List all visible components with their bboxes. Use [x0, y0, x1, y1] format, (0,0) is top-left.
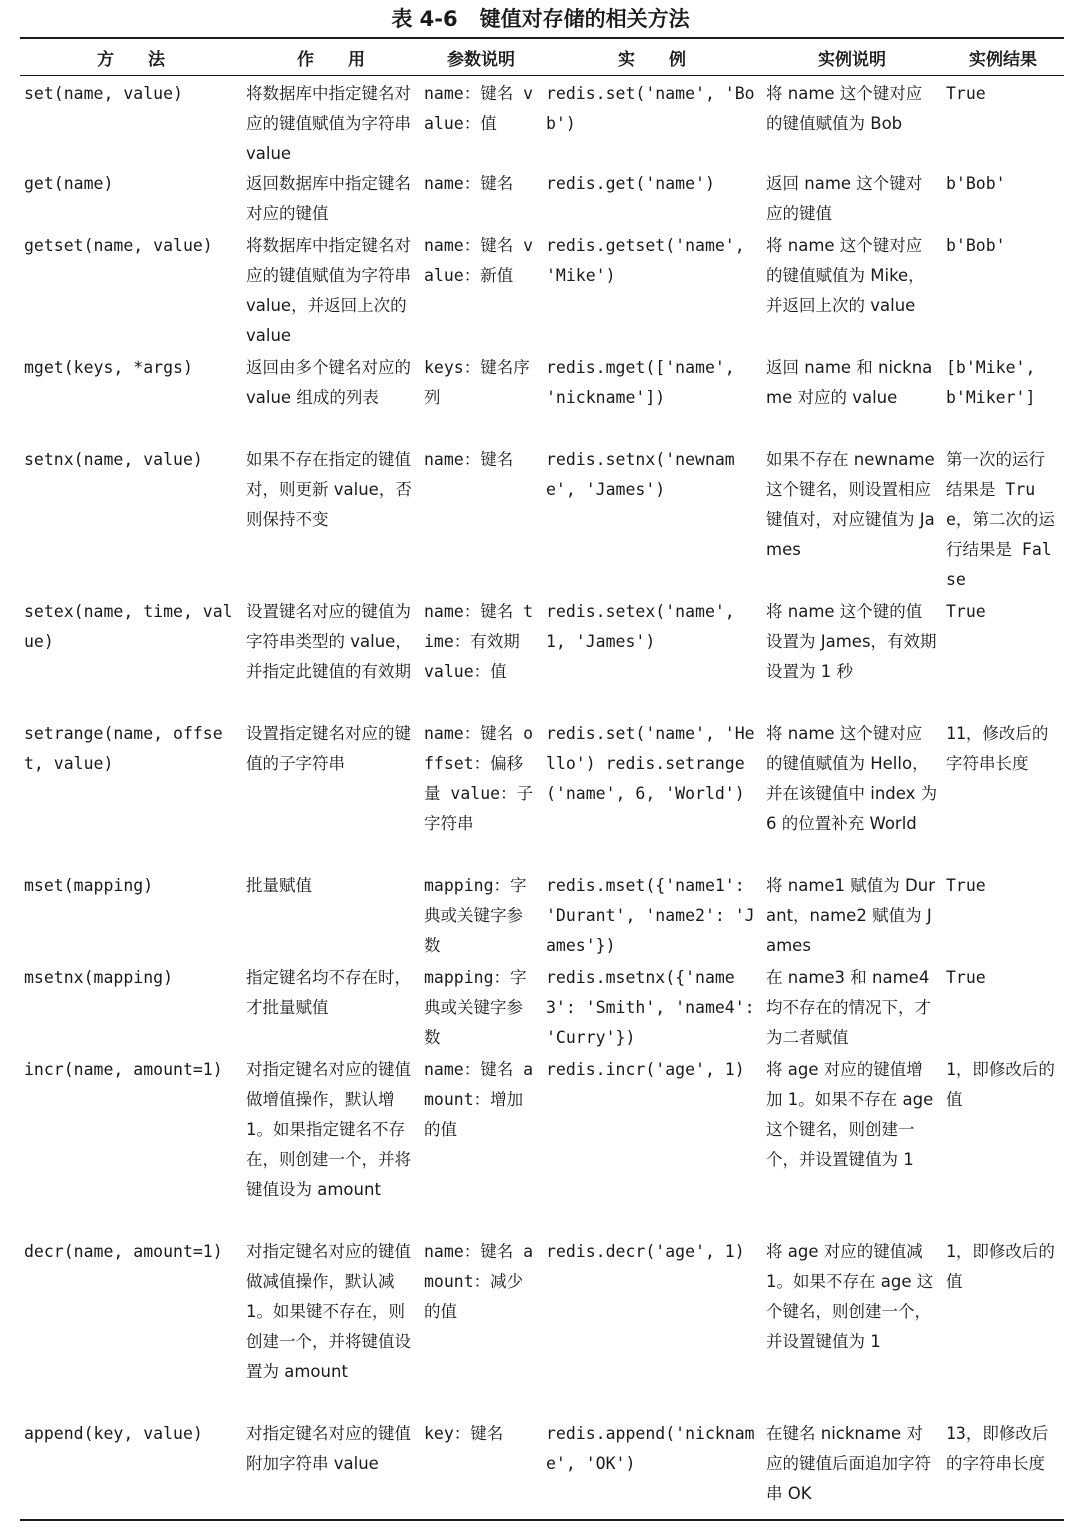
purpose-cell: 将数据库中指定键名对应的键值赋值为字符串 value	[246, 84, 411, 163]
result-cell: b'Bob'	[946, 236, 1006, 255]
method-cell: set(name, value)	[24, 84, 183, 103]
method-cell: incr(name, amount=1)	[24, 1060, 223, 1079]
example-desc-cell: 在 name3 和 name4 均不存在的情况下，才为二者赋值	[766, 968, 931, 1047]
params-cell: name：键名 value：新值	[424, 236, 534, 285]
example-cell: redis.getset('name', 'Mike')	[546, 236, 745, 285]
params-cell: name：键名 amount：增加的值	[424, 1060, 534, 1139]
purpose-cell: 指定键名均不存在时，才批量赋值	[246, 968, 411, 1017]
example-desc-cell: 将 name 这个键的值设置为 James，有效期设置为 1 秒	[766, 602, 937, 681]
methods-table	[20, 40, 1064, 1511]
example-desc-cell: 将 name 这个键对应的键值赋值为 Hello，并在该键值中 index 为 6 的位置补充 World	[766, 724, 938, 833]
result-cell: 1，即修改后的值	[946, 1060, 1055, 1109]
purpose-cell: 批量赋值	[246, 876, 312, 895]
example-cell: redis.set('name', 'Hello') redis.setrange ('name', 6, 'World')	[546, 724, 755, 803]
purpose-cell: 设置键名对应的键值为字符串类型的 value，并指定此键值的有效期	[246, 602, 412, 681]
purpose-cell: 如果不存在指定的键值对，则更新 value，否则保持不变	[246, 450, 412, 529]
example-cell: redis.append('nickname', 'OK')	[546, 1424, 755, 1473]
params-cell: mapping：字典或关键字参数	[424, 876, 527, 955]
example-cell: redis.decr('age', 1)	[546, 1242, 745, 1261]
header-example: 实 例	[618, 50, 686, 70]
purpose-cell: 设置指定键名对应的键值的子字符串	[246, 724, 411, 773]
example-desc-cell: 将 name 这个键对应的键值赋值为 Mike，并返回上次的 value	[766, 236, 925, 315]
example-cell: redis.setnx('newname', 'James')	[546, 450, 735, 499]
example-desc-cell: 如果不存在 newname 这个键名，则设置相应键值对，对应键值为 James	[766, 450, 935, 559]
header-method: 方 法	[97, 50, 165, 70]
method-cell: getset(name, value)	[24, 236, 213, 255]
result-cell: 13，即修改后的字符串长度	[946, 1424, 1049, 1473]
result-cell: True	[946, 968, 986, 987]
bottom-rule	[20, 1519, 1064, 1521]
method-cell: setex(name, time, value)	[24, 602, 233, 651]
method-cell: get(name)	[24, 174, 114, 193]
header-params: 参数说明	[447, 50, 515, 70]
result-cell: True	[946, 602, 986, 621]
result-cell: 1，即修改后的值	[946, 1242, 1055, 1291]
table-title: 键值对存储的相关方法	[479, 7, 690, 31]
example-cell: redis.incr('age', 1)	[546, 1060, 745, 1079]
example-cell: redis.msetnx({'name3': 'Smith', 'name4': 'Curry'})	[546, 968, 755, 1047]
table-row	[20, 1419, 1064, 1511]
params-cell: name：键名 offset：偏移量 value：子字符串	[424, 724, 534, 833]
result-cell: True	[946, 84, 986, 103]
purpose-cell: 对指定键名对应的键值做增值操作，默认增 1。如果指定键名不存在，则创建一个，并将键值设为 amount	[246, 1060, 411, 1199]
header-example-desc: 实例说明	[818, 50, 886, 70]
example-cell: redis.get('name')	[546, 174, 715, 193]
table-row	[20, 719, 1064, 871]
params-cell: keys：键名序列	[424, 358, 530, 407]
header-purpose: 作 用	[297, 50, 365, 70]
params-cell: name：键名	[424, 174, 514, 193]
purpose-cell: 将数据库中指定键名对应的键值赋值为字符串 value，并返回上次的 value	[246, 236, 411, 345]
example-desc-cell: 返回 name 和 nickname 对应的 value	[766, 358, 933, 407]
table-row	[20, 75, 1064, 169]
example-cell: redis.mset({'name1': 'Durant', 'name2': 'James'})	[546, 876, 755, 955]
table-number: 表 4-6	[391, 7, 458, 31]
table-row	[20, 231, 1064, 353]
params-cell: name：键名	[424, 450, 514, 469]
header-result: 实例结果	[969, 50, 1037, 70]
example-desc-cell: 返回 name 这个键对应的键值	[766, 174, 923, 223]
method-cell: decr(name, amount=1)	[24, 1242, 223, 1261]
table-row	[20, 353, 1064, 445]
table-row	[20, 963, 1064, 1055]
table-row	[20, 169, 1064, 231]
params-cell: name：键名 amount：减少的值	[424, 1242, 534, 1321]
purpose-cell: 返回数据库中指定键名对应的键值	[246, 174, 411, 223]
method-cell: msetnx(mapping)	[24, 968, 174, 987]
table-row	[20, 1237, 1064, 1419]
params-cell: mapping：字典或关键字参数	[424, 968, 527, 1047]
purpose-cell: 对指定键名对应的键值附加字符串 value	[246, 1424, 411, 1473]
top-rule	[20, 37, 1064, 39]
result-cell: 第一次的运行结果是 True，第二次的运行结果是 False	[946, 450, 1055, 589]
table-row	[20, 871, 1064, 963]
params-cell: key：键名	[424, 1424, 504, 1443]
example-desc-cell: 在键名 nickname 对应的键值后面追加字符串 OK	[766, 1424, 931, 1503]
example-cell: redis.mget(['name', 'nickname'])	[546, 358, 735, 407]
result-cell: [b'Mike', b'Miker']	[946, 358, 1036, 407]
method-cell: append(key, value)	[24, 1424, 203, 1443]
header-row	[20, 40, 1064, 75]
example-desc-cell: 将 name1 赋值为 Durant，name2 赋值为 James	[766, 876, 935, 955]
table-row	[20, 597, 1064, 719]
method-cell: mset(mapping)	[24, 876, 154, 895]
result-cell: b'Bob'	[946, 174, 1006, 193]
example-desc-cell: 将 name 这个键对应的键值赋值为 Bob	[766, 84, 923, 133]
method-cell: setnx(name, value)	[24, 450, 203, 469]
result-cell: True	[946, 876, 986, 895]
params-cell: name：键名 value：值	[424, 84, 534, 133]
method-cell: mget(keys, *args)	[24, 358, 193, 377]
result-cell: 11，修改后的字符串长度	[946, 724, 1049, 773]
example-desc-cell: 将 age 对应的键值减 1。如果不存在 age 这个键名，则创建一个，并设置键值为 1	[766, 1242, 934, 1351]
example-cell: redis.setex('name', 1, 'James')	[546, 602, 735, 651]
table-row	[20, 1055, 1064, 1237]
example-desc-cell: 将 age 对应的键值增加 1。如果不存在 age 这个键名，则创建一个，并设置键值为 1	[766, 1060, 934, 1169]
method-cell: setrange(name, offset, value)	[24, 724, 223, 773]
purpose-cell: 对指定键名对应的键值做减值操作，默认减 1。如果键不存在，则创建一个，并将键值设置为 amount	[246, 1242, 411, 1381]
table-row	[20, 445, 1064, 597]
example-cell: redis.set('name', 'Bob')	[546, 84, 755, 133]
purpose-cell: 返回由多个键名对应的 value 组成的列表	[246, 358, 411, 407]
params-cell: name：键名 time：有效期 value：值	[424, 602, 534, 681]
table-caption	[0, 4, 1081, 34]
